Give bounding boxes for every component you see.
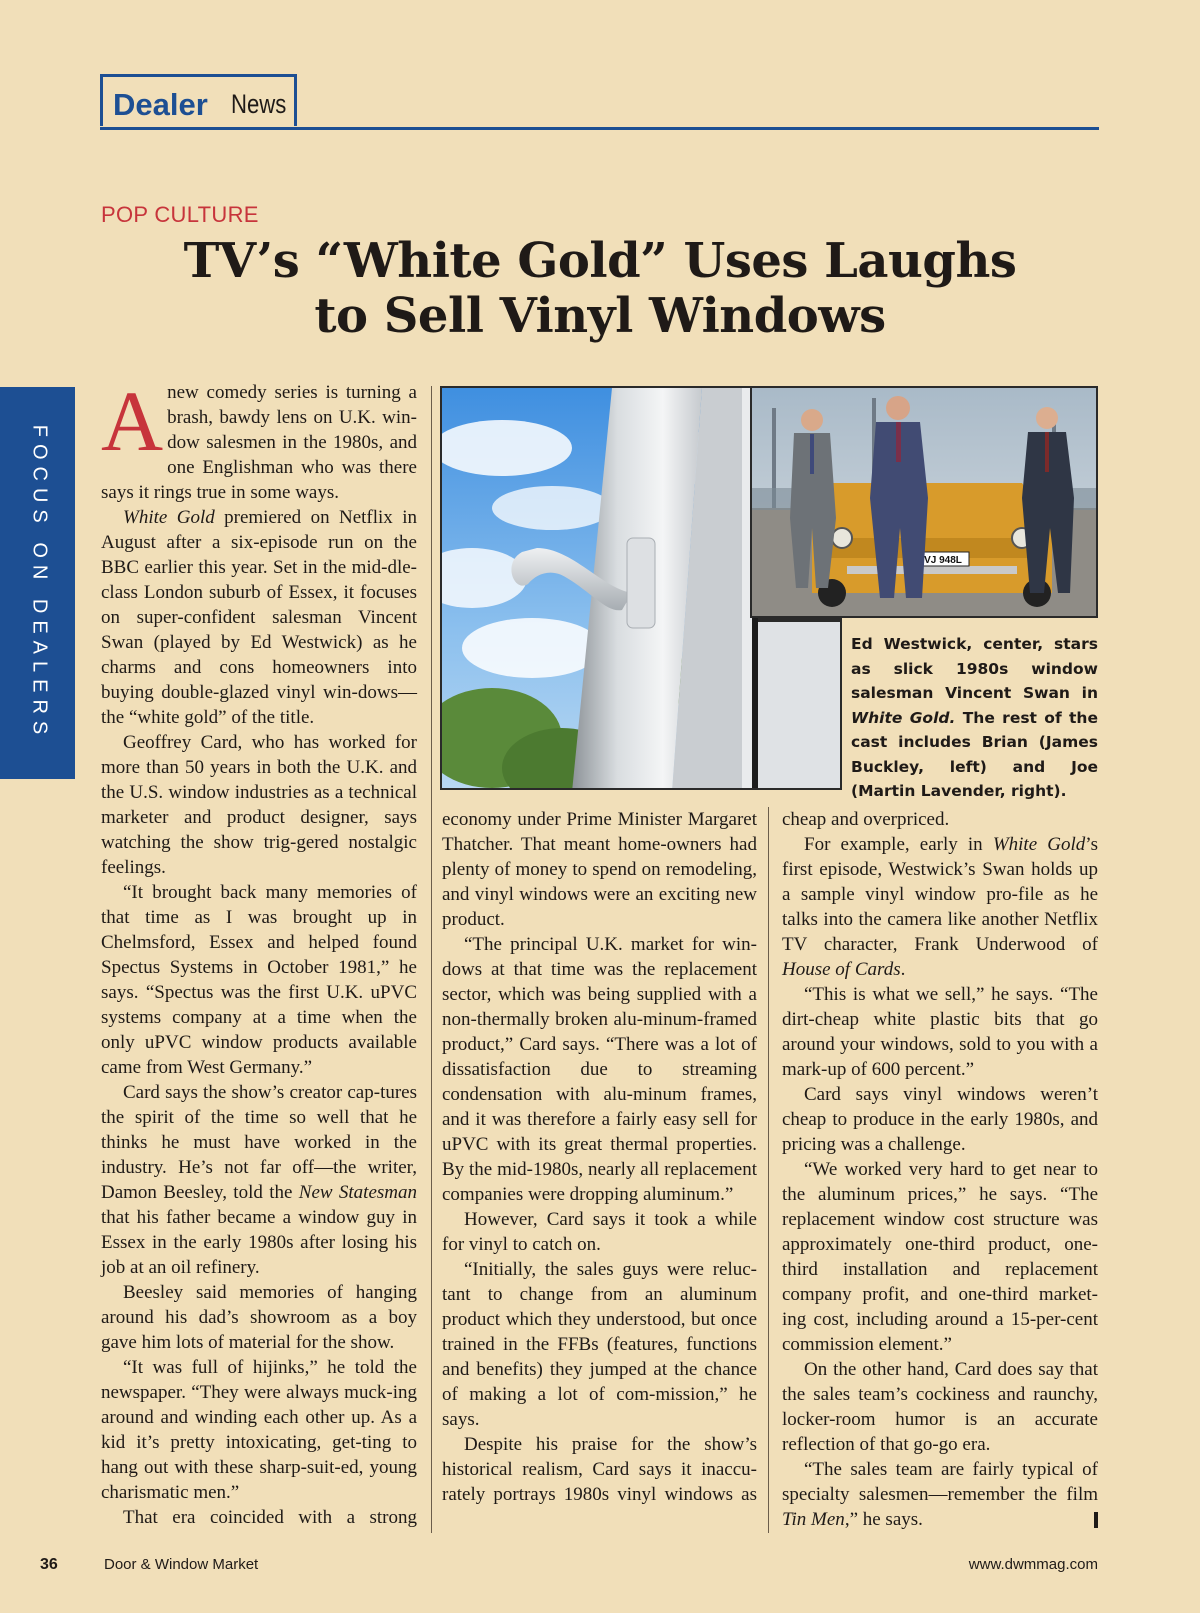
show-title: White Gold	[992, 834, 1086, 855]
paragraph: Beesley said memories of hanging around his dad’s showroom as a boy gave him lots of material for the show.	[101, 1282, 417, 1353]
column-divider	[768, 807, 769, 1533]
paragraph-text: .	[900, 959, 906, 980]
photo-caption	[851, 632, 1098, 804]
paragraph-text: that his father became a window guy in Essex in the early 1980s after losing his job at an oil refinery.	[101, 1207, 417, 1278]
show-title: House of Cards	[782, 959, 901, 980]
show-title: White Gold	[123, 507, 215, 528]
paragraph: Geoffrey Card, who has worked for more than 50 years in both the U.K. and the U.S. window industries as a technical marketer and product designer, says watching the show trig-gered nostalgic feelings.	[101, 732, 417, 878]
paragraph: “The principal U.K. market for win-dows at that time was the replacement sector, which was being supplied with a non-thermally broken alu-minum-framed product,” Card says. “There was a lot of dissatisfaction due to streaming condensation with alu-minum frames, and it was therefore a fairly easy sell for uPVC with its great thermal properties. By the mid-1980s, nearly all replacement companies were dropping aluminum.”	[442, 934, 757, 1205]
paragraph: “It brought back many memories of that time as I was brought up in Chelmsford, Essex and helped found Spectus Systems in October 1981,” he says. “Spectus was the first U.K. uPVC systems company at a time when the only uPVC window products available came from West Germany.”	[101, 882, 417, 1078]
cast-photo	[750, 386, 1098, 618]
paragraph	[782, 1457, 1098, 1532]
header-rule	[100, 127, 1099, 130]
paragraph-text: For example, early in	[804, 834, 993, 855]
paragraph-text: ,” he says.	[844, 1509, 923, 1530]
paragraph	[101, 505, 417, 730]
article-column-3	[782, 807, 1098, 1532]
film-title: Tin Men	[782, 1509, 845, 1530]
kicker: POP CULTURE	[101, 202, 259, 227]
paragraph: “We worked very hard to get near to the aluminum prices,” he says. “The replacement window cost structure was approximately one-third product, one-third installation and replacement company profit, and one-third market-ing cost, including around a 15-per-cent commission element.”	[782, 1159, 1098, 1355]
article-column-1	[101, 373, 417, 1530]
paragraph-text: new comedy series is turning a brash, bawdy lens on U.K. win-dow salesmen in the 1980s, and one Englishman who was there says it rings true in some ways.	[101, 382, 417, 503]
side-tab-label: FOCUS ON DEALERS	[28, 424, 51, 742]
cast-photo-illustration	[752, 388, 1098, 618]
end-of-article-mark	[1094, 1512, 1098, 1528]
paragraph: On the other hand, Card does say that the sales team’s cockiness and raunchy, locker-room humor is an accurate reflection of that go-go era.	[782, 1359, 1098, 1455]
page-number: 36	[40, 1556, 58, 1573]
paragraph	[101, 1080, 417, 1280]
paragraph-text: “The sales team are fairly typical of specialty salesmen—remember the film	[782, 1459, 1098, 1505]
headline-line-2: to Sell Vinyl Windows	[314, 288, 886, 344]
paragraph: “It was full of hijinks,” he told the newspaper. “They were always muck-ing around and winding each other up. As a kid it’s pretty intoxicating, get-ting to hang out with these sharp-suit-ed, young charismatic men.”	[101, 1357, 417, 1503]
paragraph: cheap and overpriced.	[782, 809, 950, 830]
paragraph: economy under Prime Minister Margaret Thatcher. That meant home-owners had plenty of money to spend on remodeling, and vinyl windows were an exciting new product.	[442, 809, 757, 930]
side-tab	[0, 387, 75, 779]
section-header	[100, 74, 297, 126]
publication-name: Door & Window Market	[104, 1556, 259, 1573]
paragraph: Despite his praise for the show’s historical realism, Card says it inaccu-rately portrays 1980s vinyl windows as	[442, 1434, 757, 1505]
section-header-dealer: Dealer	[113, 87, 208, 122]
caption-text: The rest of the cast includes Brian (James Buckley, left) and Joe (Martin Lavender, right).	[851, 708, 1098, 800]
website-url[interactable]: www.dwmmag.com	[968, 1556, 1098, 1573]
caption-text: Ed Westwick, center, stars as slick 1980s window salesman Vincent Swan in	[851, 635, 1098, 702]
headline-line-1: TV’s “White Gold” Uses Laughs	[183, 233, 1017, 289]
paragraph-text: ’s first episode, Westwick’s Swan holds up a sample vinyl window pro-file as he talks into the camera like another Netflix TV character, Frank Underwood of	[782, 834, 1098, 955]
dropcap: A	[101, 373, 164, 469]
section-header-news: News	[231, 89, 287, 119]
paragraph	[782, 832, 1098, 982]
article-column-2	[442, 807, 757, 1507]
paragraph-text: premiered on Netflix in August after a six-episode run on the BBC earlier this year. Set in the mid-dle-class London suburb of Essex, it focuses on super-confident salesman Vincent Swan (played by Ed Westwick) as he charms and cons homeowners into buying double-glazed vinyl win-dows—the “white gold” of the title.	[101, 507, 417, 728]
paragraph	[101, 373, 417, 505]
paragraph: Card says vinyl windows weren’t cheap to produce in the early 1980s, and pricing was a challenge.	[782, 1084, 1098, 1155]
paragraph: “Initially, the sales guys were reluc-tant to change from an aluminum product which they understood, but once trained in the FFBs (features, functions and benefits) they jumped at the chance of making a lot of com-mission,” he says.	[442, 1259, 757, 1430]
paragraph: That era coincided with a strong	[123, 1507, 417, 1528]
caption-show-title: White Gold.	[851, 708, 956, 727]
license-plate: VJ 948L	[924, 555, 962, 566]
publication-title: New Statesman	[298, 1182, 417, 1203]
paragraph: “This is what we sell,” he says. “The dirt-cheap white plastic bits that go around your windows, sold to you with a mark-up of 600 percent.”	[782, 984, 1098, 1080]
paragraph: However, Card says it took a while for vinyl to catch on.	[442, 1209, 757, 1255]
paragraph-text: Card says the show’s creator cap-tures the spirit of the time so well that he thinks he must have worked in the industry. He’s not far off—the writer, Damon Beesley, told the	[101, 1082, 417, 1203]
column-divider	[431, 386, 432, 1533]
